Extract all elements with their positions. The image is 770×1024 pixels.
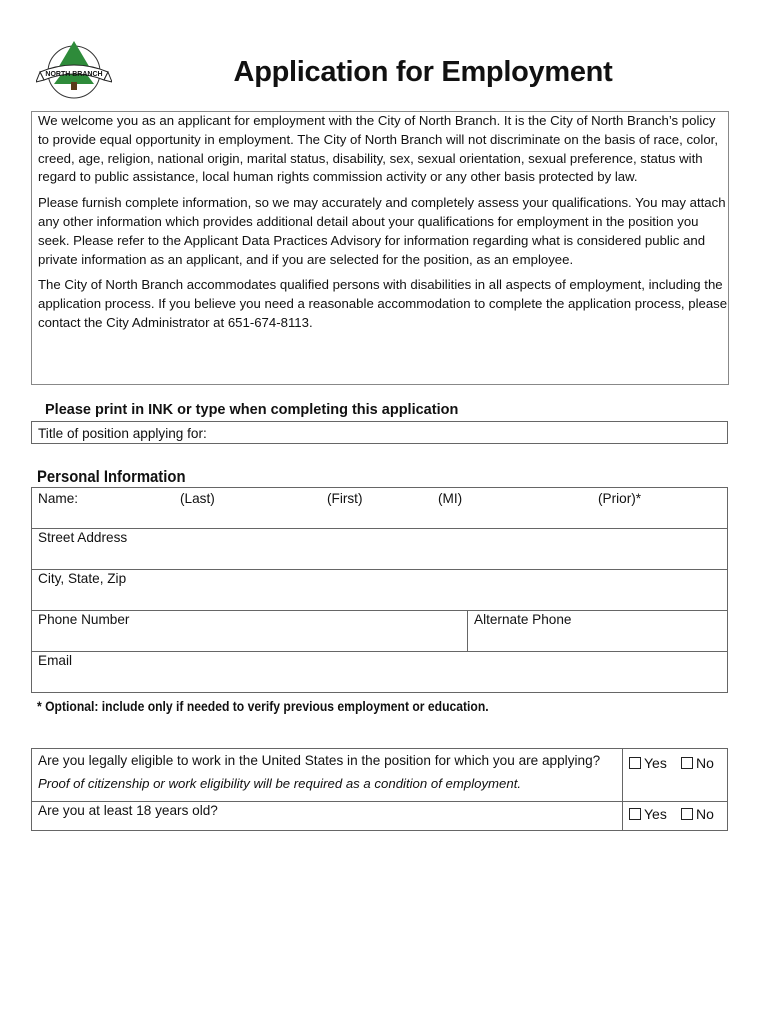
yes-label: Yes	[644, 806, 667, 822]
middle-initial-label: (MI)	[438, 491, 463, 506]
eligibility-no-option[interactable]	[681, 755, 714, 771]
citizenship-note: Proof of citizenship or work eligibility will be required as a condition of employment.	[38, 776, 522, 791]
alternate-phone-field[interactable]	[468, 611, 727, 651]
first-name-label: (First)	[327, 491, 363, 506]
name-field[interactable]	[31, 487, 728, 529]
checkbox-icon[interactable]	[629, 808, 641, 820]
eligibility-divider-horizontal	[32, 801, 727, 802]
city-state-zip-field[interactable]	[31, 570, 728, 611]
checkbox-icon[interactable]	[681, 757, 693, 769]
alternate-phone-label: Alternate Phone	[474, 612, 572, 627]
page-title: Application for Employment	[233, 56, 613, 88]
email-field[interactable]	[31, 652, 728, 693]
city-state-zip-label: City, State, Zip	[38, 571, 127, 586]
eligibility-yes-option[interactable]	[629, 755, 667, 771]
age-question: Are you at least 18 years old?	[38, 803, 218, 818]
personal-info-heading: Personal Information	[37, 468, 186, 486]
eligibility-question: Are you legally eligible to work in the United States in the position for which you are applying?	[38, 753, 601, 768]
position-label: Title of position applying for:	[38, 426, 207, 441]
last-name-label: (Last)	[180, 491, 215, 506]
yes-label: Yes	[644, 755, 667, 771]
email-label: Email	[38, 653, 72, 668]
position-field[interactable]	[31, 421, 728, 444]
age-yes-option[interactable]	[629, 806, 667, 822]
eligibility-divider-vertical	[622, 749, 623, 831]
phone-number-field[interactable]	[32, 611, 467, 651]
intro-box	[31, 111, 729, 385]
name-label: Name:	[38, 491, 79, 506]
checkbox-icon[interactable]	[681, 808, 693, 820]
optional-note: * Optional: include only if needed to verify previous employment or education.	[37, 699, 489, 714]
street-address-label: Street Address	[38, 530, 128, 545]
intro-paragraph-2: Please furnish complete information, so we may accurately and completely assess your qualifications. You may attach any other information which provides additional detail about your qualifications for employment in the position you seek. Please refer to the Applicant Data Practices Advisory for information regarding what is considered public and private information as an applicant, and if you are selected for the position, as an employee.	[38, 195, 726, 267]
logo-text: NORTH BRANCH	[45, 71, 103, 78]
ink-instructions: Please print in INK or type when completing this application	[45, 402, 459, 418]
no-label: No	[696, 806, 714, 822]
street-address-field[interactable]	[31, 529, 728, 570]
phone-number-label: Phone Number	[38, 612, 130, 627]
no-label: No	[696, 755, 714, 771]
intro-paragraph-1: We welcome you as an applicant for employment with the City of North Branch. It is the City of North Branch’s policy to provide equal opportunity in employment. The City of North Branch will not discriminate on the basis of race, color, creed, age, religion, national origin, marital status, disability, sex, sexual orientation, sexual preference, status with regard to public assistance, local human rights commission activity or any other basis protected by law.	[38, 113, 718, 185]
phone-row	[31, 611, 728, 652]
eligibility-table	[31, 748, 728, 831]
checkbox-icon[interactable]	[629, 757, 641, 769]
intro-paragraph-3: The City of North Branch accommodates qualified persons with disabilities in all aspects of employment, including the application process. If you believe you need a reasonable accommodation to complete the application process, please contact the City Administrator at 651-674-8113.	[38, 277, 728, 330]
prior-name-label: (Prior)*	[598, 491, 642, 506]
age-no-option[interactable]	[681, 806, 714, 822]
